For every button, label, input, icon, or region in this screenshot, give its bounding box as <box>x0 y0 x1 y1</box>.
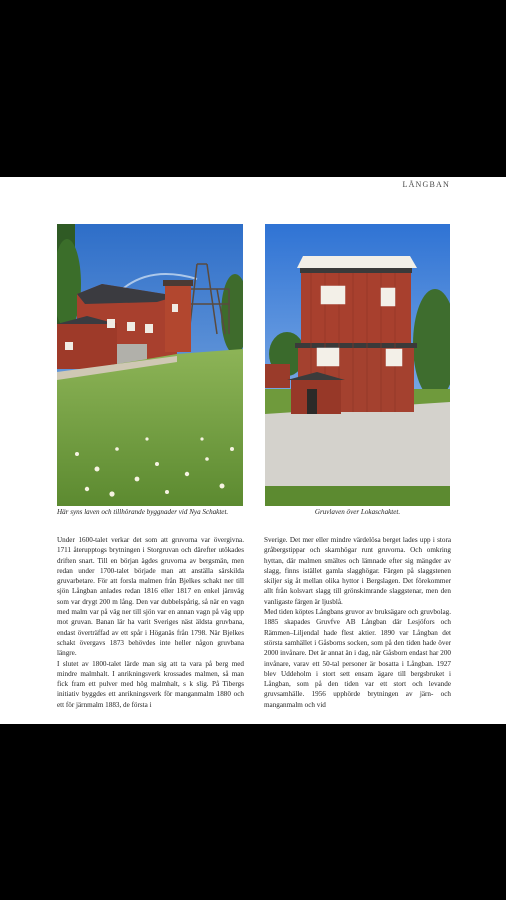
caption-left: Här syns laven och tillhörande byggnader vid Nya Schaktet. <box>57 508 229 516</box>
body-text-right-column: Sverige. Det mer eller mindre värdelösa berget lades upp i stora gråbergstippar och skarnhögar runt gruvorna. Och omkring hyttan, där malmen smältes och lämnade efter sig mängder av slagg, finns istället gamla slagghögar. Färgen på slaggstenen skiljer sig åt mellan olika hyttor i Bergslagen. Det förekommer allt från kolsvart slagg till grönskimrande slaggstenar, men den vanligaste färgen är ljusblå. Med tiden köptes Långbans gruvor av bruksägare och gruvbolag. 1885 skapades Gruvfve AB Långban där Lesjöfors och Rämmen–Liljendal hade flest aktier. 1890 var Långban det största samhället i Gåsborns socken, som på den tiden hade över 2000 invånare. Det är annat än i dag, när Gåsborn endast har 200 invånare, varav ett 50-tal personer är bosatta i Långban. 1927 blev Uddeholm i stort sett ensam ägare till bergsbruket i Långban, som på den tiden var ett stort och levande gruvsamhälle. 1956 upphörde brytningen av järn- och manganmalm och vid <box>264 536 451 709</box>
photo-lokaschaktet-image <box>265 224 450 506</box>
photo-nya-schaktet <box>57 224 243 506</box>
body-text-left-column: Under 1600-talet verkar det som att gruvorna var övergivna. 1711 återupptogs brytningen i Storgruvan och därefter utökades driften snart. Till en början ägdes gruvorna av bergsmän, men redan under 1700-talet började man att anställa särskilda gruvarbetare. För att forsla malmen från Bjelkes schakt ner till sjön Långban anlades redan 1816 eller 1817 en enkel järnväg som var drygt 200 m lång. Den var dubbelspårig, så när en vagn med malm var på väg ner till sjön var en annan vagn på väg upp mot gruvan. Banan lär ha varit Sveriges näst äldsta gruvbana, endast överträffad av ett spår i Höganäs från 1798. När Bjelkes schakt övergavs 1873 behövdes inte heller någon gruvbana längre. I slutet av 1800-talet lärde man sig att ta vara på berg med mindre malmhalt. I anrikningsverk krossades malmen, så man fick fram ett pulver med hög malmhalt, s k slig. På Tibergs initiativ byggdes ett anrikningsverk för manganmalm 1880 och ett för järnmalm 1883, de första i <box>57 536 244 709</box>
photo-lokaschaktet <box>265 224 450 506</box>
caption-right: Gruvlaven över Lokaschaktet. <box>314 508 401 516</box>
photo-nya-schaktet-image <box>57 224 243 506</box>
running-head: LÅNGBAN <box>402 180 450 189</box>
book-page <box>0 177 506 724</box>
